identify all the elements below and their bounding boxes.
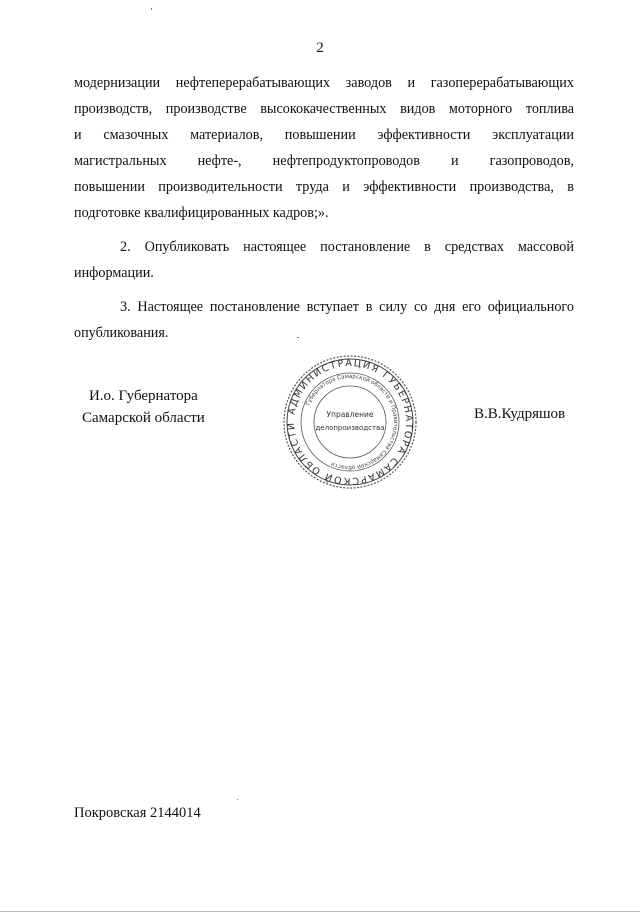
signatory-position <box>82 385 205 429</box>
signatory-name: В.В.Кудряшов <box>474 406 566 422</box>
paragraph-line: и смазочных материалов, повышении эффективности эксплуатации <box>74 127 574 143</box>
position-line: И.о. Губернатора <box>88 388 198 404</box>
document-body <box>74 70 574 346</box>
paragraph-effective: 3. Настоящее постановление вступает в силу со дня его официального опубликования. <box>74 299 574 341</box>
scan-speck <box>151 8 152 10</box>
paragraph-line: подготовке квалифицированных кадров;». <box>74 205 329 221</box>
scan-speck <box>297 337 299 338</box>
paragraph-line: магистральных нефте-, нефтепродуктопроводов и газопроводов, <box>74 153 574 169</box>
position-line: Самарской области <box>82 410 205 426</box>
seal-outer-text: АДМИНИСТРАЦИЯ ГУБЕРНАТОРА САМАРСКОЙ ОБЛАСТИ <box>285 357 415 487</box>
paragraph-line: производств, производстве высококачественных видов моторного топлива <box>74 101 574 117</box>
paragraph-line: повышении производительности труда и эффективности производства, в <box>74 179 574 195</box>
executor-line: Покровская 2144014 <box>74 805 201 821</box>
page-number: 2 <box>316 40 324 56</box>
scan-edge <box>0 911 640 912</box>
paragraph-line: модернизации нефтеперерабатывающих заводов и газоперерабатывающих <box>74 75 574 91</box>
svg-text:Губернатора Самарской области <box>305 374 398 470</box>
paragraph-publish: 2. Опубликовать настоящее постановление в средствах массовой информации. <box>74 239 574 281</box>
seal-center-line: делопроизводства <box>315 424 385 432</box>
seal-center-line: Управление <box>326 410 374 419</box>
seal-graphic <box>281 354 419 490</box>
paragraph-continuation <box>74 70 574 226</box>
scan-speck <box>237 799 238 800</box>
seal-inner-text: Губернатора Самарской области и Правительства Самарской области <box>305 373 399 471</box>
official-seal <box>281 354 419 490</box>
